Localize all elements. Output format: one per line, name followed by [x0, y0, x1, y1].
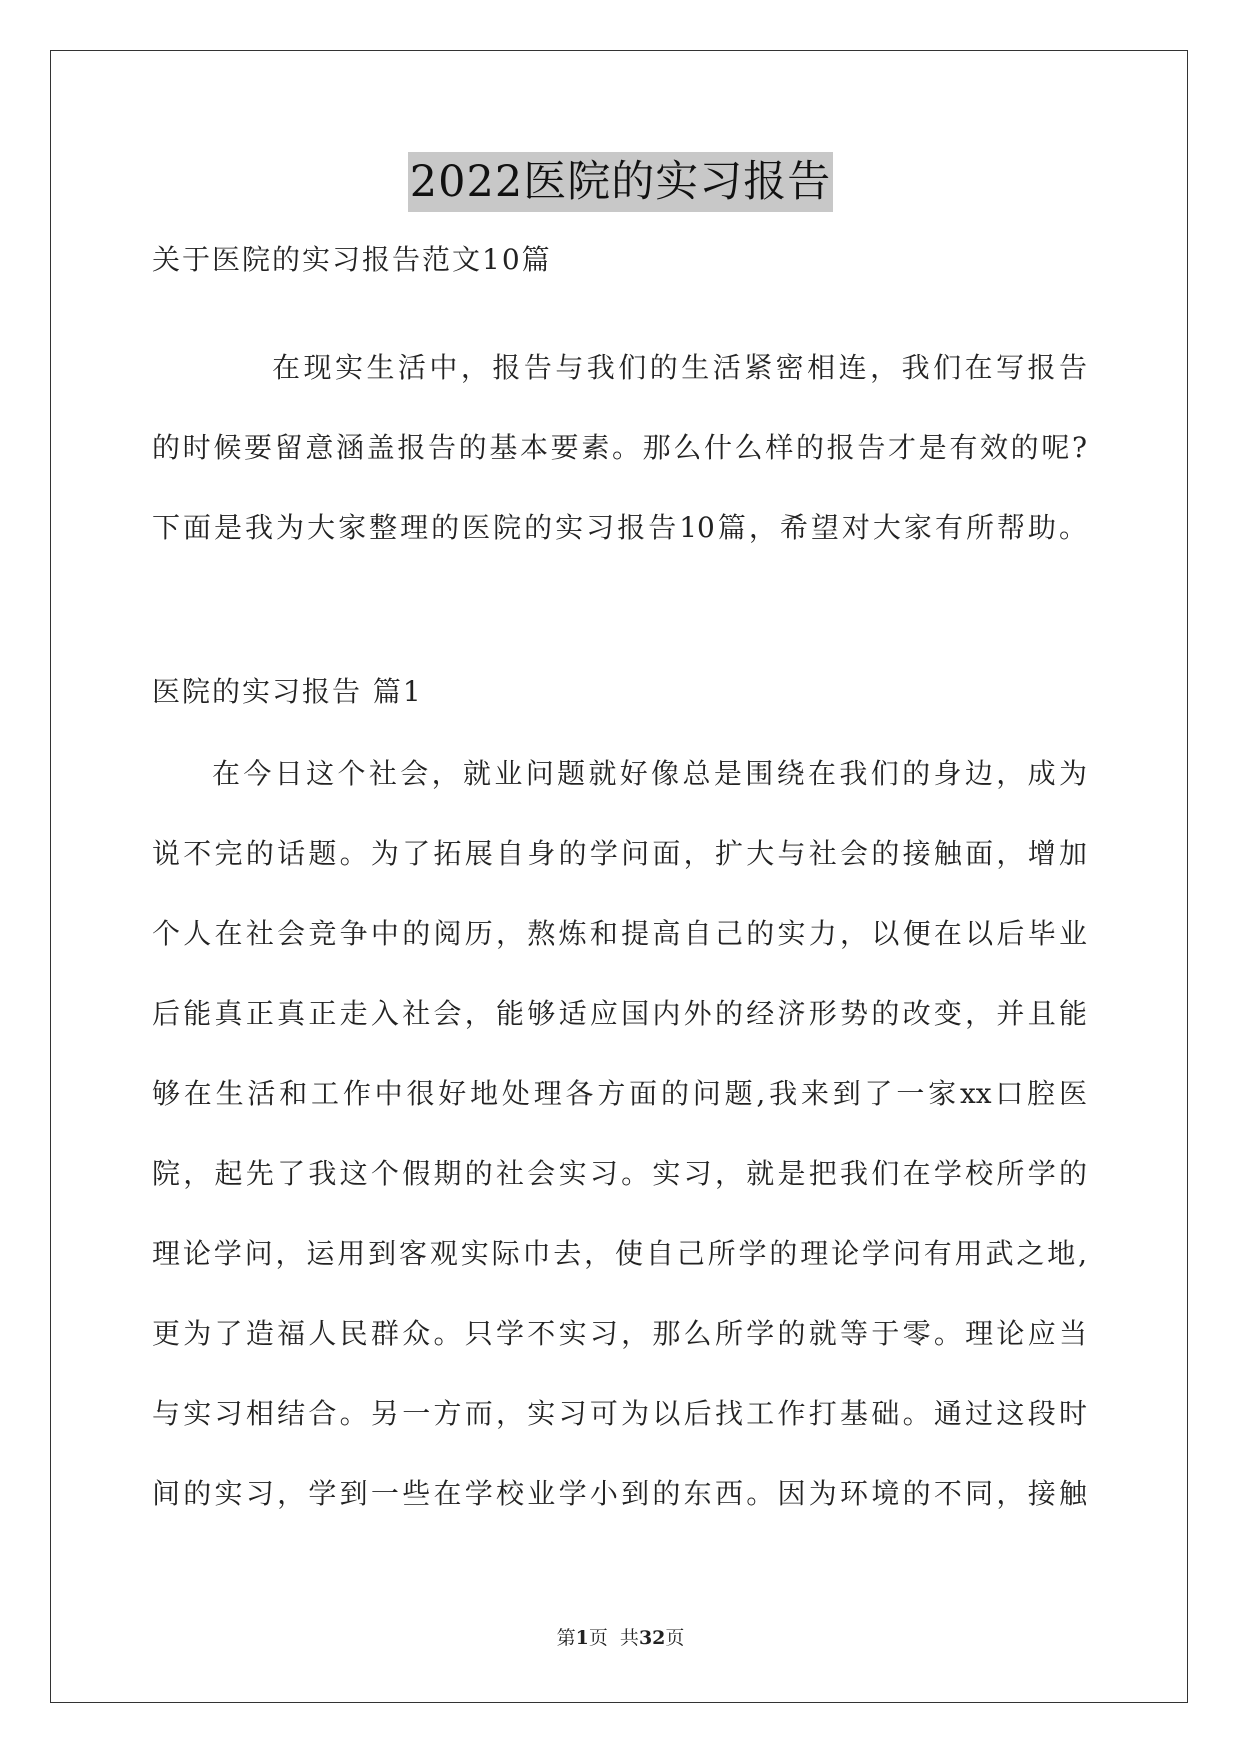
- document-title: 2022医院的实习报告: [408, 152, 833, 212]
- body-line-9: 与实习相结合。另一方而，实习可为以后找工作打基础。通过这段时: [152, 1397, 1087, 1430]
- body-line-2: 说不完的话题。为了拓展自身的学问面，扩大与社会的接触面，增加: [152, 837, 1087, 870]
- body-line-5: 够在生活和工作中很好地处理各方面的问题,我来到了一家xx口腔医: [152, 1077, 1087, 1110]
- title-container: [0, 152, 1241, 212]
- body-line-6: 院，起先了我这个假期的社会实习。实习，就是把我们在学校所学的: [152, 1157, 1087, 1190]
- section-heading: 医院的实习报告 篇1: [152, 675, 423, 708]
- body-line-1: 在今日这个社会，就业问题就好像总是围绕在我们的身边，成为: [212, 757, 1087, 790]
- intro-line-2: 的时候要留意涵盖报告的基本要素。那么什么样的报告才是有效的呢?: [152, 431, 1087, 464]
- body-line-4: 后能真正真正走入社会，能够适应国内外的经济形势的改变，并且能: [152, 997, 1087, 1030]
- page-footer: [0, 1625, 1241, 1651]
- document-subtitle: 关于医院的实习报告范文10篇: [152, 243, 552, 276]
- body-line-7: 理论学问，运用到客观实际巾去，使自己所学的理论学问有用武之地,: [152, 1237, 1087, 1270]
- body-line-8: 更为了造福人民群众。只学不实习，那么所学的就等于零。理论应当: [152, 1317, 1087, 1350]
- body-line-3: 个人在社会竞争中的阅历，熬炼和提高自己的实力，以便在以后毕业: [152, 917, 1087, 950]
- footer-total-pages: 32: [638, 1627, 666, 1649]
- footer-page-prefix: 第: [556, 1627, 576, 1649]
- body-line-10: 间的实习，学到一些在学校业学小到的东西。因为环境的不同，接触: [152, 1477, 1087, 1510]
- intro-line-1: 在现实生活中，报告与我们的生活紧密相连，我们在写报告: [272, 351, 1087, 384]
- page-border: [50, 50, 1188, 1703]
- footer-page-suffix: 页: [665, 1627, 685, 1649]
- intro-line-3: 下面是我为大家整理的医院的实习报告10篇，希望对大家有所帮助。: [152, 511, 1087, 544]
- footer-current-page: 1: [575, 1627, 589, 1649]
- footer-page-mid: 页 共: [588, 1627, 639, 1649]
